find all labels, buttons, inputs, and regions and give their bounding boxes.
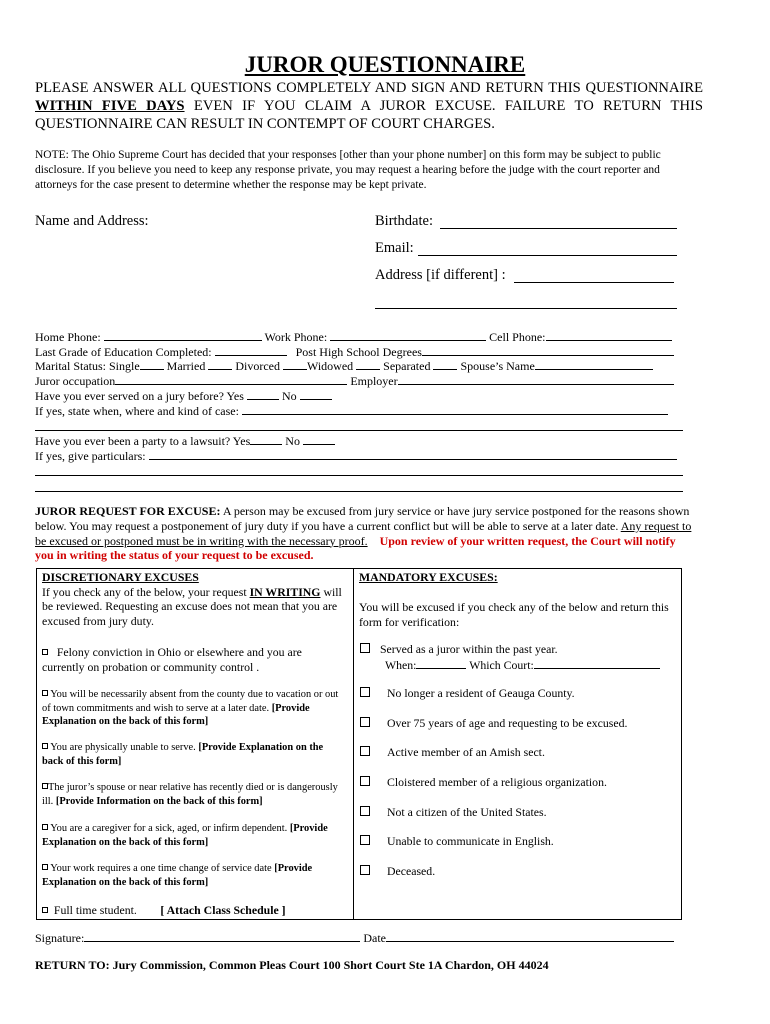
felony-checkbox[interactable] (42, 649, 48, 655)
which-court-label: Which Court: (469, 658, 534, 672)
jury-served-yes-field[interactable] (247, 389, 279, 400)
citizen-checkbox[interactable] (360, 806, 370, 816)
married-label: Married (166, 359, 206, 373)
felony-option (42, 645, 347, 674)
occupation-label: Juror occupation (35, 374, 116, 388)
discretionary-heading: DISCRETIONARY EXCUSES (42, 570, 199, 584)
birthdate-field[interactable] (440, 228, 677, 229)
served-when-label: If yes, state when, where and kind of case: (35, 404, 239, 418)
widowed-field[interactable] (356, 359, 380, 370)
amish-text: Active member of an Amish sect. (387, 745, 545, 759)
served-juror-option (359, 642, 677, 672)
when-label: When: (385, 658, 417, 672)
work-explanation: [Provide Explanation on the back of this form] (42, 863, 313, 888)
excuse-text: A person may be excused from jury service or have jury service postponed for the reasons shown below. You may request a postponement of jury duty if you have a current conflict but will be able to serve at a later date. (35, 504, 690, 533)
work-phone-label: Work Phone: (264, 330, 328, 344)
intro-text-1: PLEASE ANSWER ALL QUESTIONS COMPLETELY AND SIGN AND RETURN THIS QUESTIONNAIRE (35, 80, 703, 96)
student-explanation: [ Attach Class Schedule ] (160, 903, 286, 917)
absent-option (42, 688, 347, 729)
when-field[interactable] (416, 658, 466, 669)
cloistered-text: Cloistered member of a religious organization. (387, 775, 607, 789)
served-when-line-2[interactable] (35, 430, 683, 431)
single-field[interactable] (140, 359, 164, 370)
physical-explanation: [Provide Explanation on the back of this form] (42, 742, 324, 767)
employer-field[interactable] (398, 374, 674, 385)
jury-served-row (35, 389, 685, 404)
occupation-field[interactable] (115, 374, 347, 385)
occupation-row (35, 374, 685, 389)
spouse-label: Spouse’s Name (460, 359, 535, 373)
discretionary-intro-pre: If you check any of the below, your request (42, 584, 247, 599)
work-checkbox[interactable] (42, 864, 48, 870)
lawsuit-label: Have you ever been a party to a lawsuit? Yes (35, 434, 251, 448)
email-field[interactable] (418, 255, 677, 256)
served-juror-when-row (385, 658, 660, 673)
relative-explanation: [Provide Information on the back of this form] (55, 795, 263, 807)
physical-option (42, 741, 347, 768)
absent-text: You will be necessarily absent from the county due to vacation or out of town commitments and wish to serve at a later date. (42, 689, 339, 714)
resident-checkbox[interactable] (360, 687, 370, 697)
spouse-field[interactable] (535, 359, 653, 370)
address-line-2-field[interactable] (375, 308, 677, 309)
english-text: Unable to communicate in English. (387, 834, 554, 848)
deceased-checkbox[interactable] (360, 865, 370, 875)
student-checkbox[interactable] (42, 907, 48, 913)
address-if-different-label: Address [if different] : (375, 267, 506, 283)
mandatory-header (359, 570, 677, 585)
cloistered-checkbox[interactable] (360, 776, 370, 786)
particulars-line-3[interactable] (35, 491, 683, 492)
marital-row (35, 359, 685, 374)
jury-served-no-field[interactable] (300, 389, 332, 400)
separated-label: Separated (383, 359, 431, 373)
education-field[interactable] (215, 345, 287, 356)
particulars-line-2[interactable] (35, 475, 683, 476)
signature-field[interactable] (84, 931, 360, 942)
caregiver-checkbox[interactable] (42, 824, 48, 830)
caregiver-text: You are a caregiver for a sick, aged, or infirm dependent. (50, 823, 288, 834)
lawsuit-yes-field[interactable] (250, 434, 282, 445)
post-high-label: Post High School Degrees (295, 345, 422, 359)
which-court-field[interactable] (534, 658, 660, 669)
deceased-text: Deceased. (387, 864, 436, 878)
widowed-label: Widowed (306, 359, 354, 373)
excuses-table (36, 568, 682, 920)
signature-label: Signature: (35, 931, 85, 945)
education-row (35, 345, 685, 360)
served-when-field[interactable] (242, 404, 668, 415)
excuse-intro (35, 504, 697, 563)
page-title: JUROR QUESTIONNAIRE (244, 52, 526, 77)
excuse-writing-requirement: Any request to be excused or postponed must be in writing with the necessary proof. (35, 518, 692, 548)
citizen-text: Not a citizen of the United States. (387, 805, 547, 819)
married-field[interactable] (208, 359, 232, 370)
served-when-row (35, 404, 685, 419)
student-text: Full time student. (53, 903, 137, 917)
return-address: RETURN TO: Jury Commission, Common Pleas Court 100 Short Court Ste 1A Chardon, OH 44024 (35, 958, 549, 972)
discretionary-intro-post: will be reviewed. Requesting an excuse does not mean that you are excused from jury duty. (42, 584, 342, 628)
education-label: Last Grade of Education Completed: (35, 345, 212, 359)
intro-text-2: EVEN IF YOU CLAIM A JUROR EXCUSE. FAILURE TO RETURN THIS QUESTIONNAIRE CAN RESULT IN CONTEMPT OF COURT CHARGES. (35, 98, 703, 132)
excuse-notice: Upon review of your written request, the Court will notify you in writing the status of your request to be excused. (35, 533, 676, 563)
home-phone-field[interactable] (104, 330, 262, 341)
employer-label: Employer (350, 374, 398, 388)
separated-field[interactable] (433, 359, 457, 370)
intro-instructions (35, 79, 703, 133)
mandatory-intro: You will be excused if you check any of the below and return this form for verification: (359, 600, 669, 629)
work-text: Your work requires a one time change of service date (50, 863, 272, 874)
work-option (42, 862, 347, 889)
privacy-note: NOTE: The Ohio Supreme Court has decided that your responses [other than your phone number] on this form may be subject to public disclosure. If you believe you need to keep any response private, you may request a hearing before the judge with the court reporter and attorneys for the case present to determine whether the response may be kept private. (35, 149, 661, 192)
work-phone-field[interactable] (330, 330, 486, 341)
physical-checkbox[interactable] (42, 743, 48, 749)
name-address-label: Name and Address: (35, 213, 149, 229)
cell-phone-label: Cell Phone: (489, 330, 546, 344)
intro-emphasis: WITHIN FIVE DAYS (35, 98, 185, 114)
mandatory-heading: MANDATORY EXCUSES: (359, 570, 498, 584)
absent-explanation: [Provide Explanation on the back of this form] (42, 702, 310, 727)
over75-text: Over 75 years of age and requesting to be excused. (387, 716, 628, 730)
cell-phone-field[interactable] (546, 330, 672, 341)
resident-text: No longer a resident of Geauga County. (387, 686, 575, 700)
physical-text: You are physically unable to serve. (50, 742, 196, 753)
amish-checkbox[interactable] (360, 746, 370, 756)
caregiver-explanation: [Provide Explanation on the back of this form] (42, 823, 328, 848)
excuse-heading: JUROR REQUEST FOR EXCUSE: (35, 504, 221, 518)
lawsuit-no-label: No (285, 434, 300, 448)
discretionary-intro-emphasis: IN WRITING (249, 584, 321, 599)
home-phone-label: Home Phone: (35, 330, 101, 344)
phone-row (35, 330, 685, 345)
date-field[interactable] (386, 931, 674, 942)
relative-text: The juror’s spouse or near relative has recently died or is dangerously ill. (42, 782, 338, 807)
relative-option (42, 781, 347, 808)
served-juror-checkbox[interactable] (360, 643, 370, 653)
birthdate-label: Birthdate: (375, 213, 433, 229)
lawsuit-row (35, 434, 685, 449)
discretionary-intro (42, 585, 347, 629)
absent-checkbox[interactable] (42, 690, 48, 696)
caregiver-option (42, 822, 347, 849)
column-divider (353, 569, 354, 920)
served-juror-text: Served as a juror within the past year. (380, 642, 558, 656)
address-if-different-field[interactable] (514, 282, 674, 283)
discretionary-header (42, 570, 347, 628)
divorced-field[interactable] (283, 359, 307, 370)
over75-checkbox[interactable] (360, 717, 370, 727)
post-high-field[interactable] (422, 345, 674, 356)
date-label: Date (363, 931, 386, 945)
felony-text: Felony conviction in Ohio or elsewhere and you are currently on probation or community control . (42, 645, 302, 674)
english-checkbox[interactable] (360, 835, 370, 845)
particulars-field[interactable] (149, 449, 677, 460)
signature-row (35, 931, 685, 946)
email-label: Email: (375, 240, 414, 256)
particulars-label: If yes, give particulars: (35, 449, 146, 463)
divorced-label: Divorced (235, 359, 280, 373)
jury-served-no-label: No (281, 389, 297, 403)
particulars-row (35, 449, 685, 464)
lawsuit-no-field[interactable] (303, 434, 335, 445)
marital-label: Marital Status: Single (35, 359, 140, 373)
student-option (42, 903, 347, 918)
jury-served-label: Have you ever served on a jury before? Yes (35, 389, 244, 403)
